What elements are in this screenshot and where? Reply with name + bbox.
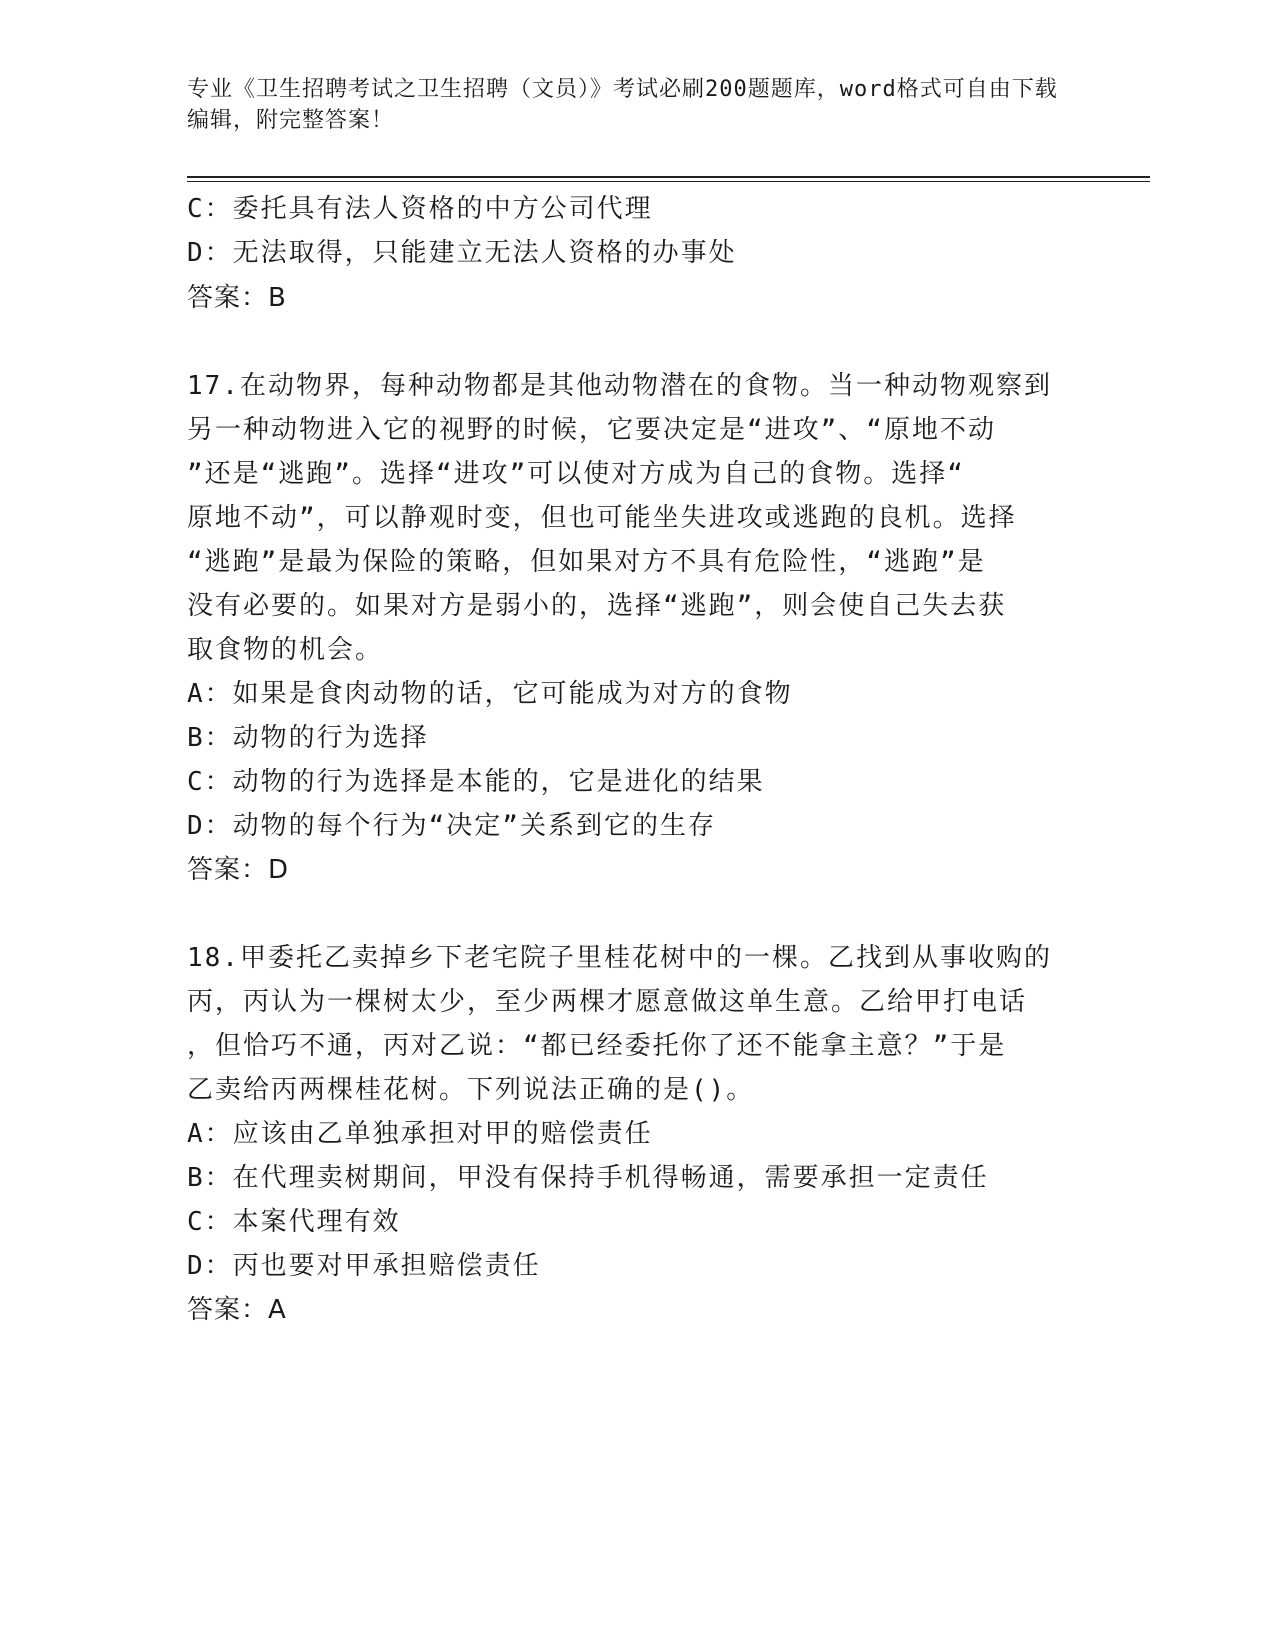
question-18-line: ，但恰巧不通，丙对乙说：“都已经委托你了还不能拿主意？”于是 <box>187 1031 1007 1061</box>
question-17-line: 原地不动”，可以静观时变，但也可能坐失进攻或逃跑的良机。选择 <box>187 503 1017 533</box>
option-d: D：动物的每个行为“决定”关系到它的生存 <box>187 811 716 841</box>
question-18-line: 18.甲委托乙卖掉乡下老宅院子里桂花树中的一棵。乙找到从事收购的 <box>187 943 1052 973</box>
question-17-line: 没有必要的。如果对方是弱小的，选择“逃跑”，则会使自己失去获 <box>187 591 1007 621</box>
option-b: B：在代理卖树期间，甲没有保持手机得畅通，需要承担一定责任 <box>187 1163 989 1193</box>
question-17-line: 另一种动物进入它的视野的时候，它要决定是“进攻”、“原地不动 <box>187 415 996 445</box>
answer-label: 答案：D <box>187 855 290 885</box>
option-d: D：无法取得，只能建立无法人资格的办事处 <box>187 238 737 268</box>
option-c: C：委托具有法人资格的中方公司代理 <box>187 194 653 224</box>
header-divider-thin <box>187 181 1150 182</box>
answer-label: 答案：A <box>187 1295 287 1325</box>
option-c: C：动物的行为选择是本能的，它是进化的结果 <box>187 767 765 797</box>
question-17-line: 取食物的机会。 <box>187 635 384 665</box>
answer-label: 答案：B <box>187 283 287 313</box>
question-18-line: 乙卖给丙两棵桂花树。下列说法正确的是()。 <box>187 1075 755 1105</box>
question-18-line: 丙，丙认为一棵树太少，至少两棵才愿意做这单生意。乙给甲打电话 <box>187 987 1028 1017</box>
question-17-line: ”还是“逃跑”。选择“进攻”可以使对方成为自己的食物。选择“ <box>187 459 965 489</box>
option-a: A：应该由乙单独承担对甲的赔偿责任 <box>187 1119 653 1149</box>
option-b: B：动物的行为选择 <box>187 723 429 753</box>
page-header: 专业《卫生招聘考试之卫生招聘（文员）》考试必刷200题题库，word格式可自由下载编辑，附完整答案！ <box>187 77 1058 133</box>
header-divider-thick <box>187 176 1150 178</box>
option-a: A：如果是食肉动物的话，它可能成为对方的食物 <box>187 679 793 709</box>
question-17-line: 17.在动物界，每种动物都是其他动物潜在的食物。当一种动物观察到 <box>187 371 1052 401</box>
option-c: C：本案代理有效 <box>187 1207 401 1237</box>
question-17-line: “逃跑”是最为保险的策略，但如果对方不具有危险性，“逃跑”是 <box>187 547 986 577</box>
option-d: D：丙也要对甲承担赔偿责任 <box>187 1251 541 1281</box>
